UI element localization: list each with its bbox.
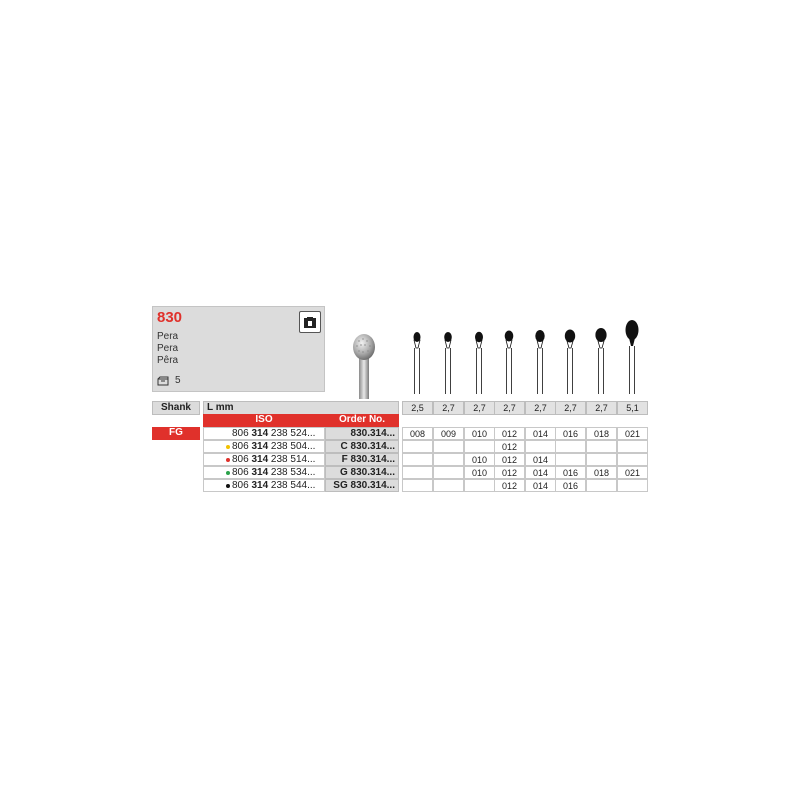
size-cell: 012 xyxy=(494,440,525,453)
order-number: SG 830.314... xyxy=(325,479,399,492)
size-cell: 008 xyxy=(402,427,433,440)
iso-number xyxy=(203,453,325,466)
size-cell: 009 xyxy=(433,427,464,440)
iso-prefix: 806 xyxy=(232,467,252,478)
size-cell: 016 xyxy=(555,479,586,492)
iso-prefix: 806 xyxy=(232,441,252,452)
size-cell: 016 xyxy=(555,427,586,440)
iso-number xyxy=(203,466,325,479)
order-number: 830.314... xyxy=(325,427,399,440)
size-cell xyxy=(402,466,433,479)
size-cell xyxy=(586,440,617,453)
shank-type-fg: FG xyxy=(152,427,200,440)
iso-suffix: 238 544... xyxy=(268,480,316,491)
length-value: 2,5 xyxy=(402,401,433,415)
size-cell: 021 xyxy=(617,466,648,479)
iso-header: ISO xyxy=(203,414,325,427)
shank-header: Shank xyxy=(152,401,200,415)
sketch-size-010 xyxy=(475,332,483,394)
sketch-size-012 xyxy=(505,331,514,395)
size-cell: 018 xyxy=(586,466,617,479)
size-cell xyxy=(433,453,464,466)
size-cell xyxy=(433,479,464,492)
size-cell: 010 xyxy=(464,466,495,479)
size-cell xyxy=(402,479,433,492)
iso-suffix: 238 524... xyxy=(268,428,316,439)
length-value: 2,7 xyxy=(464,401,495,415)
length-value: 2,7 xyxy=(586,401,617,415)
length-value: 2,7 xyxy=(433,401,464,415)
length-value: 2,7 xyxy=(494,401,525,415)
size-cell: 010 xyxy=(464,427,495,440)
size-cell xyxy=(464,440,495,453)
iso-shape-code: 314 xyxy=(251,428,269,439)
size-cell xyxy=(402,440,433,453)
iso-number xyxy=(203,427,325,440)
sketch-size-014 xyxy=(535,330,544,394)
sketch-size-016 xyxy=(565,330,575,395)
size-cell xyxy=(402,453,433,466)
pack-info xyxy=(157,375,181,386)
iso-shape-code: 314 xyxy=(251,480,269,491)
size-cell xyxy=(525,440,556,453)
size-cell: 016 xyxy=(555,466,586,479)
sketch-size-009 xyxy=(444,332,452,394)
size-cell: 012 xyxy=(494,427,525,440)
size-cell xyxy=(586,479,617,492)
order-number: G 830.314... xyxy=(325,466,399,479)
product-name-2: Pera xyxy=(157,343,179,354)
iso-number xyxy=(203,479,325,492)
iso-shape-code: 314 xyxy=(251,467,269,478)
iso-prefix: 806 xyxy=(232,480,252,491)
size-cell xyxy=(617,479,648,492)
size-cell: 014 xyxy=(525,453,556,466)
length-value: 2,7 xyxy=(525,401,556,415)
iso-prefix: 806 xyxy=(232,428,252,439)
sketch-size-008 xyxy=(414,332,421,394)
size-cell xyxy=(586,453,617,466)
grit-color-dot xyxy=(226,445,230,449)
size-cell xyxy=(555,440,586,453)
product-name-1: Pera xyxy=(157,331,179,342)
iso-suffix: 238 514... xyxy=(268,454,316,465)
size-cell: 010 xyxy=(464,453,495,466)
size-cell xyxy=(433,466,464,479)
instrument-size-sketches xyxy=(402,316,648,400)
iso-shape-code: 314 xyxy=(251,441,269,452)
product-names xyxy=(157,331,178,367)
sketch-size-018 xyxy=(595,328,606,394)
size-cell: 012 xyxy=(494,479,525,492)
grit-color-dot xyxy=(226,471,230,475)
grit-color-dot xyxy=(226,484,230,488)
length-header: L mm xyxy=(203,401,399,415)
iso-shape-code: 314 xyxy=(251,454,269,465)
size-cell xyxy=(617,453,648,466)
iso-number xyxy=(203,440,325,453)
order-number: F 830.314... xyxy=(325,453,399,466)
product-name-3: Pêra xyxy=(157,355,179,366)
pack-quantity: 5 xyxy=(175,375,181,386)
length-value: 5,1 xyxy=(617,401,648,415)
size-cell: 021 xyxy=(617,427,648,440)
size-cell: 012 xyxy=(494,453,525,466)
iso-suffix: 238 534... xyxy=(268,467,316,478)
size-cell xyxy=(433,440,464,453)
iso-prefix: 806 xyxy=(232,454,252,465)
order-number: C 830.314... xyxy=(325,440,399,453)
size-cell: 014 xyxy=(525,466,556,479)
size-cell: 014 xyxy=(525,479,556,492)
size-cell xyxy=(617,440,648,453)
size-cell xyxy=(555,453,586,466)
size-cell: 018 xyxy=(586,427,617,440)
package-icon xyxy=(157,376,169,386)
fg-turbine-icon xyxy=(299,311,321,333)
product-code: 830 xyxy=(157,309,183,326)
product-bur-image xyxy=(351,333,377,399)
size-cell: 014 xyxy=(525,427,556,440)
size-cell: 012 xyxy=(494,466,525,479)
order-header: Order No. xyxy=(325,414,399,427)
sketch-size-021 xyxy=(626,320,639,394)
grit-color-dot xyxy=(226,458,230,462)
size-cell xyxy=(464,479,495,492)
length-value: 2,7 xyxy=(555,401,586,415)
iso-suffix: 238 504... xyxy=(268,441,316,452)
